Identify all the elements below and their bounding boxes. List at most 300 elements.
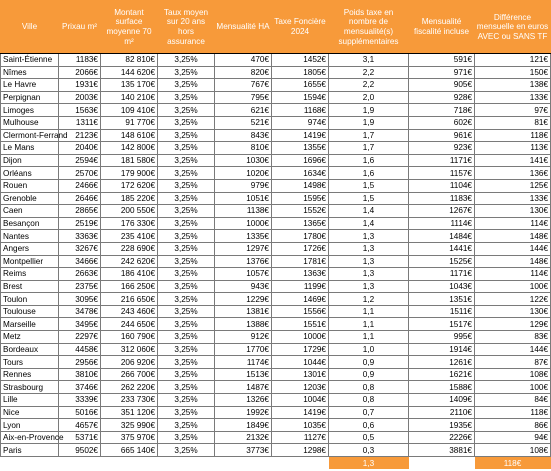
cell-montant-surface: 244 650€ <box>101 318 158 331</box>
cell-prix-m2: 2123€ <box>59 129 101 142</box>
cell-mensualite-ha: 1326€ <box>215 394 272 407</box>
cell-ville: Toulouse <box>1 305 59 318</box>
cell-taux: 3,25% <box>158 318 215 331</box>
table-row <box>1 255 551 268</box>
cell-taxe-fonciere: 1781€ <box>272 255 329 268</box>
cell-difference: 121€ <box>475 54 551 67</box>
cell-difference: 144€ <box>475 242 551 255</box>
cell-mensualite-fiscalite: 591€ <box>409 54 475 67</box>
cell-taxe-fonciere: 1419€ <box>272 406 329 419</box>
cell-montant-surface: 82 810€ <box>101 54 158 67</box>
cell-montant-surface: 262 220€ <box>101 381 158 394</box>
table-row <box>1 368 551 381</box>
cell-poids-taxe: 0,8 <box>329 394 409 407</box>
table-row <box>1 154 551 167</box>
cell-taxe-fonciere: 1452€ <box>272 54 329 67</box>
cell-prix-m2: 2570€ <box>59 167 101 180</box>
cell-montant-surface: 235 410€ <box>101 230 158 243</box>
cell-difference: 113€ <box>475 142 551 155</box>
table-row <box>1 142 551 155</box>
cell-difference: 81€ <box>475 116 551 129</box>
cell-taxe-fonciere: 1355€ <box>272 142 329 155</box>
cell-montant-surface: 172 620€ <box>101 179 158 192</box>
footer-empty <box>158 457 215 470</box>
cell-ville: Rouen <box>1 179 59 192</box>
cell-taxe-fonciere: 1199€ <box>272 280 329 293</box>
cell-mensualite-fiscalite: 718€ <box>409 104 475 117</box>
cell-montant-surface: 144 620€ <box>101 66 158 79</box>
cell-difference: 108€ <box>475 368 551 381</box>
cell-prix-m2: 3478€ <box>59 305 101 318</box>
cell-mensualite-ha: 1030€ <box>215 154 272 167</box>
cell-poids-taxe: 0,3 <box>329 444 409 457</box>
cell-montant-surface: 176 330€ <box>101 217 158 230</box>
cell-taux: 3,25% <box>158 293 215 306</box>
cell-mensualite-ha: 795€ <box>215 91 272 104</box>
cell-taux: 3,25% <box>158 255 215 268</box>
cell-ville: Marseille <box>1 318 59 331</box>
cell-mensualite-fiscalite: 3881€ <box>409 444 475 457</box>
cell-ville: Saint-Étienne <box>1 54 59 67</box>
cell-taux: 3,25% <box>158 268 215 281</box>
cell-montant-surface: 233 730€ <box>101 394 158 407</box>
footer-empty <box>59 457 101 470</box>
header-taxe-fonciere: Taxe Foncière 2024 <box>272 1 329 54</box>
cell-mensualite-fiscalite: 1484€ <box>409 230 475 243</box>
cell-poids-taxe: 1,3 <box>329 242 409 255</box>
cell-taxe-fonciere: 1203€ <box>272 381 329 394</box>
cell-montant-surface: 200 550€ <box>101 205 158 218</box>
cell-taxe-fonciere: 1556€ <box>272 305 329 318</box>
cell-montant-surface: 206 920€ <box>101 356 158 369</box>
cell-taux: 3,25% <box>158 66 215 79</box>
cell-taxe-fonciere: 1805€ <box>272 66 329 79</box>
cell-taxe-fonciere: 1780€ <box>272 230 329 243</box>
cell-mensualite-fiscalite: 1588€ <box>409 381 475 394</box>
cell-taux: 3,25% <box>158 116 215 129</box>
cell-taux: 3,25% <box>158 79 215 92</box>
cell-mensualite-ha: 2132€ <box>215 431 272 444</box>
header-montant-surface: Montant surface moyenne 70 m² <box>101 1 158 54</box>
cell-ville: Bordeaux <box>1 343 59 356</box>
footer-empty <box>215 457 272 470</box>
cell-taux: 3,25% <box>158 406 215 419</box>
table-row <box>1 104 551 117</box>
table-row <box>1 129 551 142</box>
cell-mensualite-ha: 1057€ <box>215 268 272 281</box>
cell-poids-taxe: 1,1 <box>329 318 409 331</box>
table-row <box>1 318 551 331</box>
cell-montant-surface: 142 800€ <box>101 142 158 155</box>
cell-poids-taxe: 0,7 <box>329 406 409 419</box>
cell-ville: Aix-en-Provence <box>1 431 59 444</box>
cell-mensualite-ha: 1335€ <box>215 230 272 243</box>
cell-taxe-fonciere: 1419€ <box>272 129 329 142</box>
cell-taxe-fonciere: 1044€ <box>272 356 329 369</box>
cell-poids-taxe: 0,9 <box>329 368 409 381</box>
cell-difference: 100€ <box>475 280 551 293</box>
cell-difference: 129€ <box>475 318 551 331</box>
cell-montant-surface: 109 410€ <box>101 104 158 117</box>
cell-taxe-fonciere: 1498€ <box>272 179 329 192</box>
cell-taux: 3,25% <box>158 368 215 381</box>
cell-difference: 150€ <box>475 66 551 79</box>
header-mensualite-fiscalite: Mensualité fiscalité incluse <box>409 1 475 54</box>
table-row <box>1 293 551 306</box>
cell-mensualite-ha: 943€ <box>215 280 272 293</box>
footer-difference-average: 118€ <box>475 457 551 470</box>
cell-taux: 3,25% <box>158 242 215 255</box>
cell-poids-taxe: 1,4 <box>329 217 409 230</box>
cell-difference: 125€ <box>475 179 551 192</box>
cell-taux: 3,25% <box>158 343 215 356</box>
cell-taxe-fonciere: 1552€ <box>272 205 329 218</box>
cell-taxe-fonciere: 1298€ <box>272 444 329 457</box>
cell-montant-surface: 186 410€ <box>101 268 158 281</box>
cell-prix-m2: 1931€ <box>59 79 101 92</box>
table-row <box>1 230 551 243</box>
cell-poids-taxe: 1,2 <box>329 293 409 306</box>
table-row <box>1 205 551 218</box>
cell-montant-surface: 228 690€ <box>101 242 158 255</box>
cell-difference: 136€ <box>475 167 551 180</box>
cell-taux: 3,25% <box>158 54 215 67</box>
cell-difference: 114€ <box>475 268 551 281</box>
cell-taxe-fonciere: 1301€ <box>272 368 329 381</box>
cell-poids-taxe: 0,5 <box>329 431 409 444</box>
cell-difference: 94€ <box>475 431 551 444</box>
cell-mensualite-ha: 1849€ <box>215 419 272 432</box>
cell-mensualite-fiscalite: 1104€ <box>409 179 475 192</box>
cell-difference: 130€ <box>475 205 551 218</box>
table-row <box>1 179 551 192</box>
cell-mensualite-ha: 979€ <box>215 179 272 192</box>
cell-taux: 3,25% <box>158 179 215 192</box>
cell-mensualite-ha: 810€ <box>215 142 272 155</box>
table-body <box>1 54 551 457</box>
cell-difference: 133€ <box>475 192 551 205</box>
cell-difference: 141€ <box>475 154 551 167</box>
cell-prix-m2: 4657€ <box>59 419 101 432</box>
cell-taux: 3,25% <box>158 394 215 407</box>
cell-difference: 118€ <box>475 406 551 419</box>
cell-ville: Le Havre <box>1 79 59 92</box>
cell-ville: Lyon <box>1 419 59 432</box>
cell-poids-taxe: 1,6 <box>329 167 409 180</box>
cell-taux: 3,25% <box>158 205 215 218</box>
cell-prix-m2: 2297€ <box>59 331 101 344</box>
footer-empty <box>409 457 475 470</box>
header-ville: Ville <box>1 1 59 54</box>
cell-prix-m2: 3746€ <box>59 381 101 394</box>
cell-ville: Reims <box>1 268 59 281</box>
cell-taxe-fonciere: 1729€ <box>272 343 329 356</box>
cell-taux: 3,25% <box>158 104 215 117</box>
cell-taxe-fonciere: 1363€ <box>272 268 329 281</box>
table-row <box>1 419 551 432</box>
cell-poids-taxe: 2,0 <box>329 91 409 104</box>
cell-montant-surface: 179 900€ <box>101 167 158 180</box>
cell-montant-surface: 351 120€ <box>101 406 158 419</box>
cell-mensualite-fiscalite: 1261€ <box>409 356 475 369</box>
cell-taxe-fonciere: 1168€ <box>272 104 329 117</box>
cell-ville: Orléans <box>1 167 59 180</box>
cell-poids-taxe: 1,3 <box>329 255 409 268</box>
table-row <box>1 79 551 92</box>
cell-taxe-fonciere: 1696€ <box>272 154 329 167</box>
cell-montant-surface: 375 970€ <box>101 431 158 444</box>
cell-prix-m2: 2663€ <box>59 268 101 281</box>
cell-difference: 114€ <box>475 217 551 230</box>
cell-mensualite-fiscalite: 971€ <box>409 66 475 79</box>
cell-prix-m2: 3363€ <box>59 230 101 243</box>
cell-poids-taxe: 1,0 <box>329 343 409 356</box>
cell-taux: 3,25% <box>158 142 215 155</box>
cell-prix-m2: 3810€ <box>59 368 101 381</box>
cell-mensualite-fiscalite: 961€ <box>409 129 475 142</box>
cell-mensualite-fiscalite: 1621€ <box>409 368 475 381</box>
cell-difference: 130€ <box>475 305 551 318</box>
cell-mensualite-ha: 1513€ <box>215 368 272 381</box>
cell-ville: Angers <box>1 242 59 255</box>
cell-taux: 3,25% <box>158 419 215 432</box>
table-row <box>1 431 551 444</box>
cell-poids-taxe: 1,3 <box>329 230 409 243</box>
footer-row <box>1 457 551 470</box>
cell-taux: 3,25% <box>158 154 215 167</box>
cell-poids-taxe: 2,2 <box>329 66 409 79</box>
cell-mensualite-ha: 621€ <box>215 104 272 117</box>
cell-taxe-fonciere: 1726€ <box>272 242 329 255</box>
table-row <box>1 66 551 79</box>
cell-ville: Tours <box>1 356 59 369</box>
cell-difference: 83€ <box>475 331 551 344</box>
cell-ville: Perpignan <box>1 91 59 104</box>
cell-poids-taxe: 0,6 <box>329 419 409 432</box>
cell-taux: 3,25% <box>158 381 215 394</box>
cell-mensualite-ha: 1229€ <box>215 293 272 306</box>
cell-ville: Nantes <box>1 230 59 243</box>
cell-poids-taxe: 3,1 <box>329 54 409 67</box>
cell-ville: Lille <box>1 394 59 407</box>
cell-difference: 148€ <box>475 255 551 268</box>
cell-mensualite-ha: 1388€ <box>215 318 272 331</box>
cell-mensualite-ha: 820€ <box>215 66 272 79</box>
cell-prix-m2: 3339€ <box>59 394 101 407</box>
cell-taux: 3,25% <box>158 444 215 457</box>
cell-mensualite-ha: 843€ <box>215 129 272 142</box>
cell-prix-m2: 2594€ <box>59 154 101 167</box>
cell-prix-m2: 2003€ <box>59 91 101 104</box>
table-row <box>1 394 551 407</box>
cell-mensualite-fiscalite: 1043€ <box>409 280 475 293</box>
cell-poids-taxe: 1,5 <box>329 179 409 192</box>
cell-ville: Grenoble <box>1 192 59 205</box>
cell-poids-taxe: 2,2 <box>329 79 409 92</box>
cell-mensualite-ha: 1174€ <box>215 356 272 369</box>
cell-mensualite-fiscalite: 1511€ <box>409 305 475 318</box>
cell-ville: Paris <box>1 444 59 457</box>
cell-mensualite-ha: 1992€ <box>215 406 272 419</box>
table-row <box>1 242 551 255</box>
cell-taux: 3,25% <box>158 230 215 243</box>
cell-montant-surface: 325 990€ <box>101 419 158 432</box>
table-row <box>1 268 551 281</box>
footer-empty <box>272 457 329 470</box>
cell-ville: Besançon <box>1 217 59 230</box>
cell-prix-m2: 2956€ <box>59 356 101 369</box>
cell-mensualite-ha: 1381€ <box>215 305 272 318</box>
cell-montant-surface: 216 650€ <box>101 293 158 306</box>
cell-prix-m2: 5016€ <box>59 406 101 419</box>
table-row <box>1 217 551 230</box>
cell-prix-m2: 2466€ <box>59 179 101 192</box>
cell-poids-taxe: 1,5 <box>329 192 409 205</box>
cell-taxe-fonciere: 1655€ <box>272 79 329 92</box>
footer-poids-average: 1,3 <box>329 457 409 470</box>
header-mensualite-ha: Mensualité HA <box>215 1 272 54</box>
cell-poids-taxe: 1,1 <box>329 331 409 344</box>
cell-mensualite-fiscalite: 1935€ <box>409 419 475 432</box>
cell-difference: 118€ <box>475 129 551 142</box>
cell-mensualite-fiscalite: 1914€ <box>409 343 475 356</box>
footer-empty <box>101 457 158 470</box>
cell-prix-m2: 3095€ <box>59 293 101 306</box>
cell-ville: Brest <box>1 280 59 293</box>
cell-ville: Limoges <box>1 104 59 117</box>
cell-mensualite-fiscalite: 905€ <box>409 79 475 92</box>
cell-prix-m2: 3466€ <box>59 255 101 268</box>
cell-taux: 3,25% <box>158 356 215 369</box>
table-row <box>1 116 551 129</box>
table-row <box>1 331 551 344</box>
cell-mensualite-ha: 767€ <box>215 79 272 92</box>
cell-difference: 133€ <box>475 91 551 104</box>
cell-taux: 3,25% <box>158 91 215 104</box>
table-row <box>1 444 551 457</box>
cell-mensualite-fiscalite: 2226€ <box>409 431 475 444</box>
cell-prix-m2: 2040€ <box>59 142 101 155</box>
cell-taux: 3,25% <box>158 280 215 293</box>
header-taux-moyen: Taux moyen sur 20 ans hors assurance <box>158 1 215 54</box>
cell-prix-m2: 2865€ <box>59 205 101 218</box>
cell-mensualite-fiscalite: 923€ <box>409 142 475 155</box>
cell-taux: 3,25% <box>158 431 215 444</box>
table-row <box>1 343 551 356</box>
cell-taxe-fonciere: 1035€ <box>272 419 329 432</box>
cell-montant-surface: 91 770€ <box>101 116 158 129</box>
cell-montant-surface: 181 580€ <box>101 154 158 167</box>
header-row <box>1 1 551 54</box>
table-row <box>1 280 551 293</box>
cell-mensualite-ha: 1138€ <box>215 205 272 218</box>
cell-ville: Strasbourg <box>1 381 59 394</box>
cell-mensualite-ha: 3773€ <box>215 444 272 457</box>
cell-taxe-fonciere: 974€ <box>272 116 329 129</box>
cell-poids-taxe: 1,1 <box>329 305 409 318</box>
cell-mensualite-fiscalite: 1267€ <box>409 205 475 218</box>
table-row <box>1 381 551 394</box>
cell-mensualite-ha: 1770€ <box>215 343 272 356</box>
cell-prix-m2: 2066€ <box>59 66 101 79</box>
footer-empty <box>1 457 59 470</box>
cell-montant-surface: 140 210€ <box>101 91 158 104</box>
cell-prix-m2: 1183€ <box>59 54 101 67</box>
cell-ville: Nîmes <box>1 66 59 79</box>
cell-difference: 97€ <box>475 104 551 117</box>
cell-difference: 138€ <box>475 79 551 92</box>
cell-poids-taxe: 1,7 <box>329 142 409 155</box>
table-row <box>1 192 551 205</box>
cell-taux: 3,25% <box>158 305 215 318</box>
cell-ville: Dijon <box>1 154 59 167</box>
cell-ville: Rennes <box>1 368 59 381</box>
table-row <box>1 167 551 180</box>
table-row <box>1 305 551 318</box>
cell-taxe-fonciere: 1551€ <box>272 318 329 331</box>
cell-mensualite-ha: 470€ <box>215 54 272 67</box>
cell-prix-m2: 1563€ <box>59 104 101 117</box>
cell-taxe-fonciere: 1469€ <box>272 293 329 306</box>
cell-difference: 87€ <box>475 356 551 369</box>
cell-prix-m2: 2519€ <box>59 217 101 230</box>
cell-mensualite-ha: 1487€ <box>215 381 272 394</box>
cell-mensualite-fiscalite: 1114€ <box>409 217 475 230</box>
table-row <box>1 54 551 67</box>
cell-taxe-fonciere: 1000€ <box>272 331 329 344</box>
cell-taux: 3,25% <box>158 192 215 205</box>
cell-mensualite-fiscalite: 2110€ <box>409 406 475 419</box>
cell-taxe-fonciere: 1595€ <box>272 192 329 205</box>
cell-prix-m2: 5371€ <box>59 431 101 444</box>
cell-mensualite-fiscalite: 928€ <box>409 91 475 104</box>
table-row <box>1 91 551 104</box>
header-difference: Différence mensuelle en euros AVEC ou SANS TF <box>475 1 551 54</box>
cell-mensualite-fiscalite: 1409€ <box>409 394 475 407</box>
header-poids-taxe: Poids taxe en nombre de mensualité(s) supplémentaires <box>329 1 409 54</box>
cell-montant-surface: 148 610€ <box>101 129 158 142</box>
cell-poids-taxe: 0,8 <box>329 381 409 394</box>
cell-ville: Montpellier <box>1 255 59 268</box>
cell-mensualite-ha: 1376€ <box>215 255 272 268</box>
cell-taxe-fonciere: 1634€ <box>272 167 329 180</box>
cell-taxe-fonciere: 1004€ <box>272 394 329 407</box>
cell-ville: Metz <box>1 331 59 344</box>
cell-poids-taxe: 1,9 <box>329 104 409 117</box>
cell-prix-m2: 2646€ <box>59 192 101 205</box>
cell-mensualite-fiscalite: 1441€ <box>409 242 475 255</box>
cell-montant-surface: 185 220€ <box>101 192 158 205</box>
cell-mensualite-fiscalite: 1351€ <box>409 293 475 306</box>
cell-difference: 108€ <box>475 444 551 457</box>
cell-mensualite-fiscalite: 1157€ <box>409 167 475 180</box>
cell-poids-taxe: 0,9 <box>329 356 409 369</box>
cell-montant-surface: 166 250€ <box>101 280 158 293</box>
cell-prix-m2: 4458€ <box>59 343 101 356</box>
cell-mensualite-fiscalite: 1525€ <box>409 255 475 268</box>
header-prix-m2: Prixau m² <box>59 1 101 54</box>
cell-prix-m2: 1311€ <box>59 116 101 129</box>
table-row <box>1 406 551 419</box>
cell-poids-taxe: 1,3 <box>329 268 409 281</box>
cell-difference: 122€ <box>475 293 551 306</box>
cell-prix-m2: 9502€ <box>59 444 101 457</box>
cell-prix-m2: 3495€ <box>59 318 101 331</box>
cell-mensualite-fiscalite: 602€ <box>409 116 475 129</box>
cell-mensualite-ha: 521€ <box>215 116 272 129</box>
cell-montant-surface: 242 620€ <box>101 255 158 268</box>
cell-poids-taxe: 1,9 <box>329 116 409 129</box>
